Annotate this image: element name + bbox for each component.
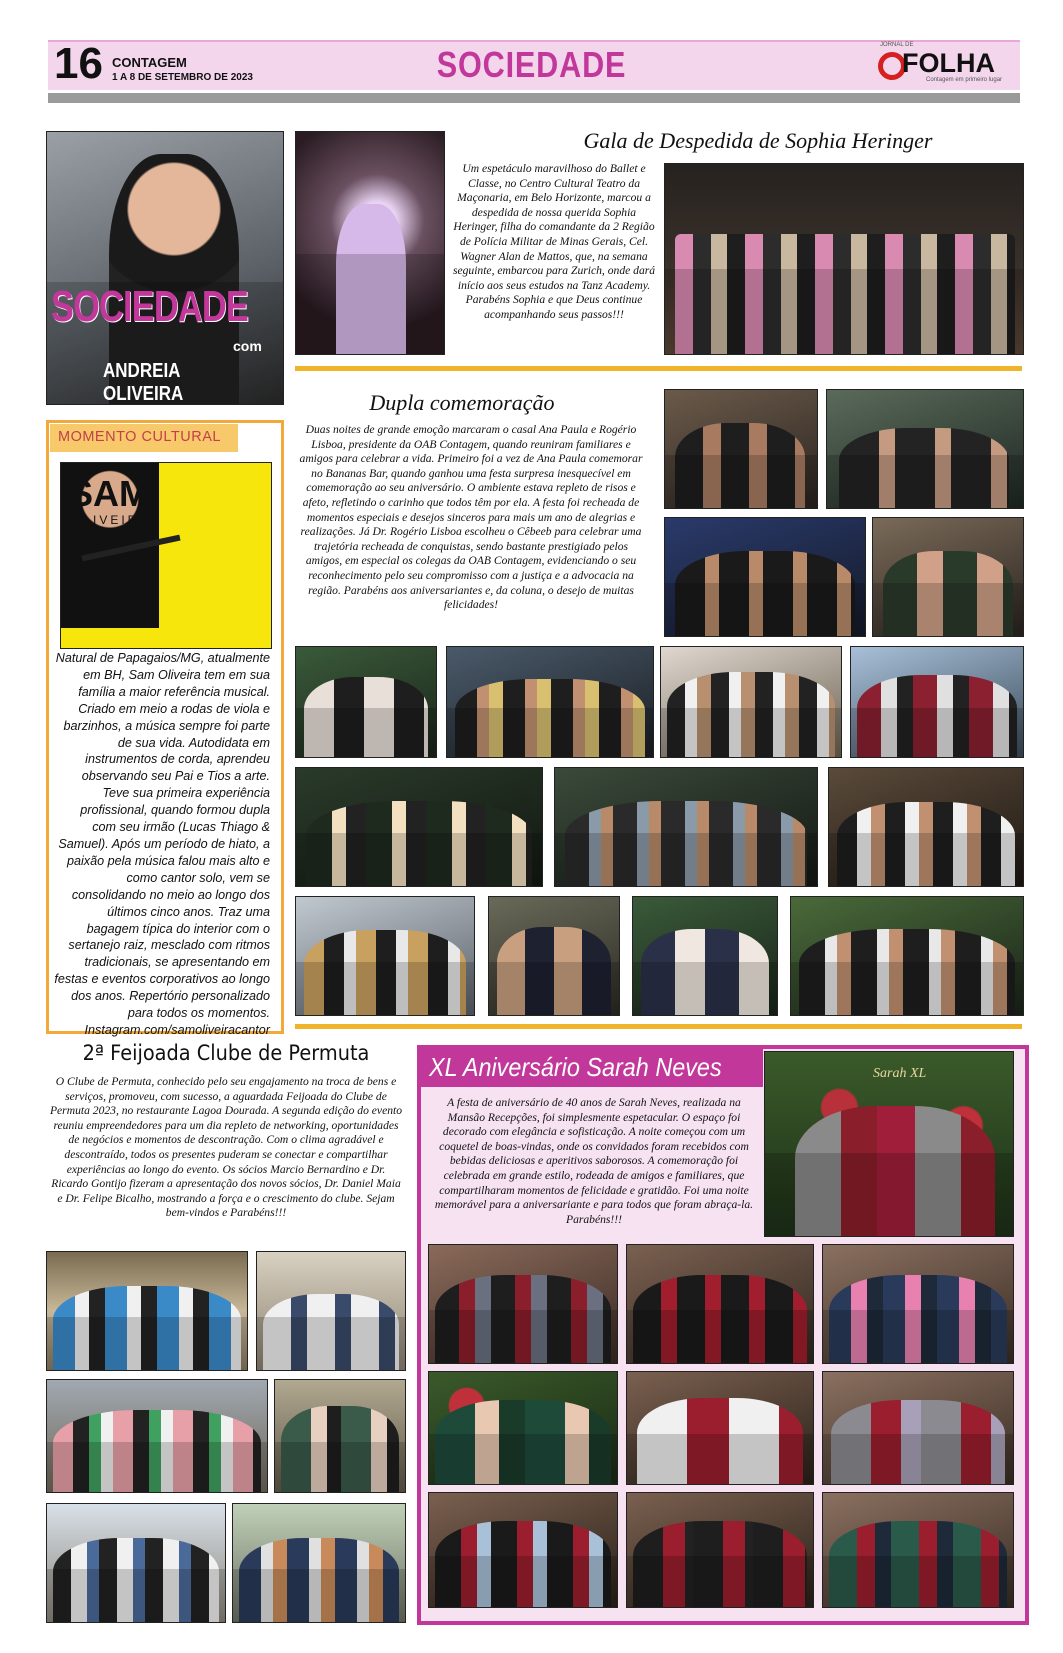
ballet-photo <box>295 131 445 355</box>
momento-cultural-label-text: MOMENTO CULTURAL <box>58 429 221 445</box>
momento-cultural-label <box>50 424 238 452</box>
photo-figures <box>829 1275 1007 1363</box>
photo-figures <box>435 1521 611 1607</box>
dupla-photo <box>554 767 818 887</box>
logo-superscript: JORNAL DE <box>880 42 914 48</box>
sarah-title: XL Aniversário Sarah Neves <box>429 1052 722 1082</box>
photo-figures <box>667 672 835 757</box>
group-figures <box>675 234 1015 354</box>
feijoada-text: O Clube de Permuta, conhecido pelo seu engajamento na troca de bens e serviços, promoveu, com sucesso, a aguardada Feijoada do Clube de Permuta 2023, no restaurante Lagoa Dourada. A segunda edição do evento reuniu empreendedores para um dia repleto de networking, oportunidades de negócios e momentos de descontração. Com o clima agradável e descontraído, todos os presentes puderam se conectar e compartilhar experiências ao longo do evento. Os sócios Marcio Bernardino e Dr. Ricardo Gontijo fizeram a apresentação dos novos sócios, Dr. Daniel Maia e Dr. Felipe Bicalho, mostrando a força e o crescimento do clube. Sejam bem-vindos e Parabéns!!! <box>49 1075 403 1220</box>
sam-logo-surname: OLIVEIRA <box>71 513 151 527</box>
photo-figures <box>435 1400 611 1484</box>
photo-figures <box>53 1538 219 1622</box>
photo-figures <box>675 551 855 636</box>
photo-figures <box>633 1275 807 1363</box>
photo-figures <box>675 423 805 508</box>
logo-name: FOLHA <box>902 48 995 78</box>
photo-figures <box>53 1286 241 1370</box>
feijoada-photo <box>46 1503 226 1623</box>
photo-figures <box>839 428 1009 508</box>
photo-figures <box>497 927 611 1015</box>
dupla-photo <box>850 646 1024 758</box>
banner-author: ANDREIA OLIVEIRA <box>103 360 184 405</box>
photo-figures <box>304 677 428 757</box>
photo-figures <box>829 1521 1007 1607</box>
dupla-text: Duas noites de grande emoção marcaram o casal Ana Paula e Rogério Lisboa, presidente da OAB Contagem, quando reuniram familiares e amigos para celebrar a vida. Primeiro foi a vez de Ana Paula comemorar no Bananas Bar, quando ganhou uma festa surpresa inesquecível em comemoração ao seu aniversário. O ambiente estava repleto de risos e afeto, refletindo o carinho que todos têm por ela. A festa foi recheada de momentos especiais e desejos sinceros para mais um ano de alegrias e realizações. Já Dr. Rogério Lisboa escolheu o Cêbeeb para celebrar uma trajetória recheada de conquistas, sendo bastante prestigiado pelos amigos, em especial os colegas da OAB Contagem, evidenciando o seu reconhecimento pelo seu compromisso com a justiça e a advocacia na região. Parabéns aos aniversariantes e, da coluna, o desejo de muitas felicidades! <box>299 423 643 612</box>
sarah-photo <box>428 1492 618 1608</box>
dupla-photo <box>828 767 1024 887</box>
folha-logo <box>878 42 1016 86</box>
gala-title: Gala de Despedida de Sophia Heringer <box>583 128 933 153</box>
page-number: 16 <box>54 39 103 88</box>
dupla-title: Dupla comemoração <box>369 390 555 415</box>
dupla-photo <box>660 646 842 758</box>
sam-oliveira-photo <box>60 462 272 649</box>
photo-figures <box>281 1406 399 1492</box>
photo-figures <box>306 801 532 886</box>
dupla-photo <box>446 646 654 758</box>
dupla-photo <box>872 517 1024 637</box>
feijoada-photo <box>256 1251 406 1371</box>
photo-figures <box>831 1400 1005 1484</box>
sarah-title-bar <box>421 1049 763 1087</box>
sarah-photo <box>428 1244 618 1364</box>
sarah-photo <box>822 1371 1014 1485</box>
gala-group-photo <box>664 163 1024 355</box>
rule-dupla <box>295 1024 1022 1029</box>
dupla-photo <box>295 767 543 887</box>
sarah-photo <box>626 1371 814 1485</box>
sam-logo-name: SAM <box>69 473 149 514</box>
sarah-photo <box>626 1244 814 1364</box>
feijoada-photo <box>232 1503 406 1623</box>
photo-figures <box>565 801 807 886</box>
photo-figures <box>637 1398 803 1484</box>
sarah-photo <box>822 1492 1014 1608</box>
header-divider <box>48 93 1020 103</box>
dupla-photo <box>632 896 778 1016</box>
photo-figures <box>53 1410 261 1492</box>
dupla-photo <box>664 389 818 509</box>
dancer-figure <box>336 204 406 354</box>
momento-cultural-text: Natural de Papagaios/MG, atualmente em BH, Sam Oliveira tem em sua família a maior referência musical. Criado em meio a rodas de viola e barzinhos, a música sempre foi parte de sua vida. Autodidata em instrumentos de corda, aprendeu observando seu Pai e Tios a arte. Teve sua primeira experiência profissional, quando formou dupla com seu irmão (Lucas Thiago & Samuel). Após um período de hiato, a paixão pela música falou mais alto e como cantor solo, vem se consolidando no meio ao longo dos últimos cinco anos. Traz uma bagagem típica do interior com o sertanejo raiz, mesclado com ritmos tradicionais, se apresentando em festas e eventos corporativos ao longo dos anos. Repertório personalizado para todos os momentos. Instagram.com/samoliveiracantor <box>54 651 270 1037</box>
dupla-photo <box>790 896 1024 1016</box>
sarah-photo <box>822 1244 1014 1364</box>
dupla-photo <box>295 646 437 758</box>
photo-figures <box>455 679 645 757</box>
photo-figures <box>795 1106 995 1236</box>
gala-text: Um espetáculo maravilhoso do Ballet e Classe, no Centro Cultural Teatro da Maçonaria, em Belo Horizonte, marcou a despedida de nossa querida Sophia Heringer, filha do comandante da 2 Região de Polícia Militar de Minas Gerais, Cel. Wagner Alan de Mattos, que, na semana seguinte, embarcou para Zurich, onde dará início aos seus estudos na Tanz Academy. Parabéns Sophia e que Deus continue acompanhando seus passos!!! <box>452 162 656 321</box>
column-banner <box>46 131 284 405</box>
photo-figures <box>263 1294 399 1370</box>
feijoada-photo <box>274 1379 406 1493</box>
section-title: SOCIEDADE <box>436 44 627 85</box>
header-date: 1 A 8 DE SETEMBRO DE 2023 <box>112 72 253 83</box>
feijoada-photo <box>46 1379 268 1493</box>
backdrop-text: Sarah XL <box>873 1066 927 1081</box>
photo-figures <box>239 1538 399 1622</box>
logo-tagline: Contagem em primeiro lugar <box>926 77 1003 83</box>
sarah-photo <box>626 1492 814 1608</box>
banner-com: com <box>233 338 262 354</box>
photo-figures <box>304 930 466 1015</box>
banner-word: SOCIEDADE <box>51 282 249 331</box>
photo-figures <box>883 551 1013 636</box>
sarah-text: A festa de aniversário de 40 anos de Sarah Neves, realizada na Mansão Recepções, foi simplesmente espetacular. O espaço foi decorado com elegância e sofisticação. A noite começou com um coquetel de boas-vindas, onde os convidados foram recebidos com bebidas deliciosas e aperitivos saborosos. A comemoração foi celebrada em grande estilo, rodeada de amigos e familiares, que compartilharam momentos de felicidade e gratidão. Foi uma noite memorável para a aniversariante e para todos que foram abraça-la. Parabéns!!! <box>434 1096 754 1226</box>
feijoada-title: 2ª Feijoada Clube de Permuta <box>82 1041 370 1065</box>
photo-figures <box>857 675 1017 757</box>
photo-figures <box>799 929 1015 1015</box>
photo-figures <box>435 1275 611 1363</box>
photo-figures <box>837 802 1015 886</box>
header-city: CONTAGEM <box>112 55 187 70</box>
dupla-photo <box>826 389 1024 509</box>
rule-gala <box>295 366 1022 371</box>
photo-figures <box>641 929 769 1015</box>
feijoada-photo <box>46 1251 248 1371</box>
dupla-photo <box>664 517 866 637</box>
sarah-photo <box>428 1371 618 1485</box>
sarah-main-photo <box>764 1051 1014 1237</box>
dupla-photo <box>295 896 475 1016</box>
photo-figures <box>633 1521 807 1607</box>
dupla-photo <box>488 896 620 1016</box>
